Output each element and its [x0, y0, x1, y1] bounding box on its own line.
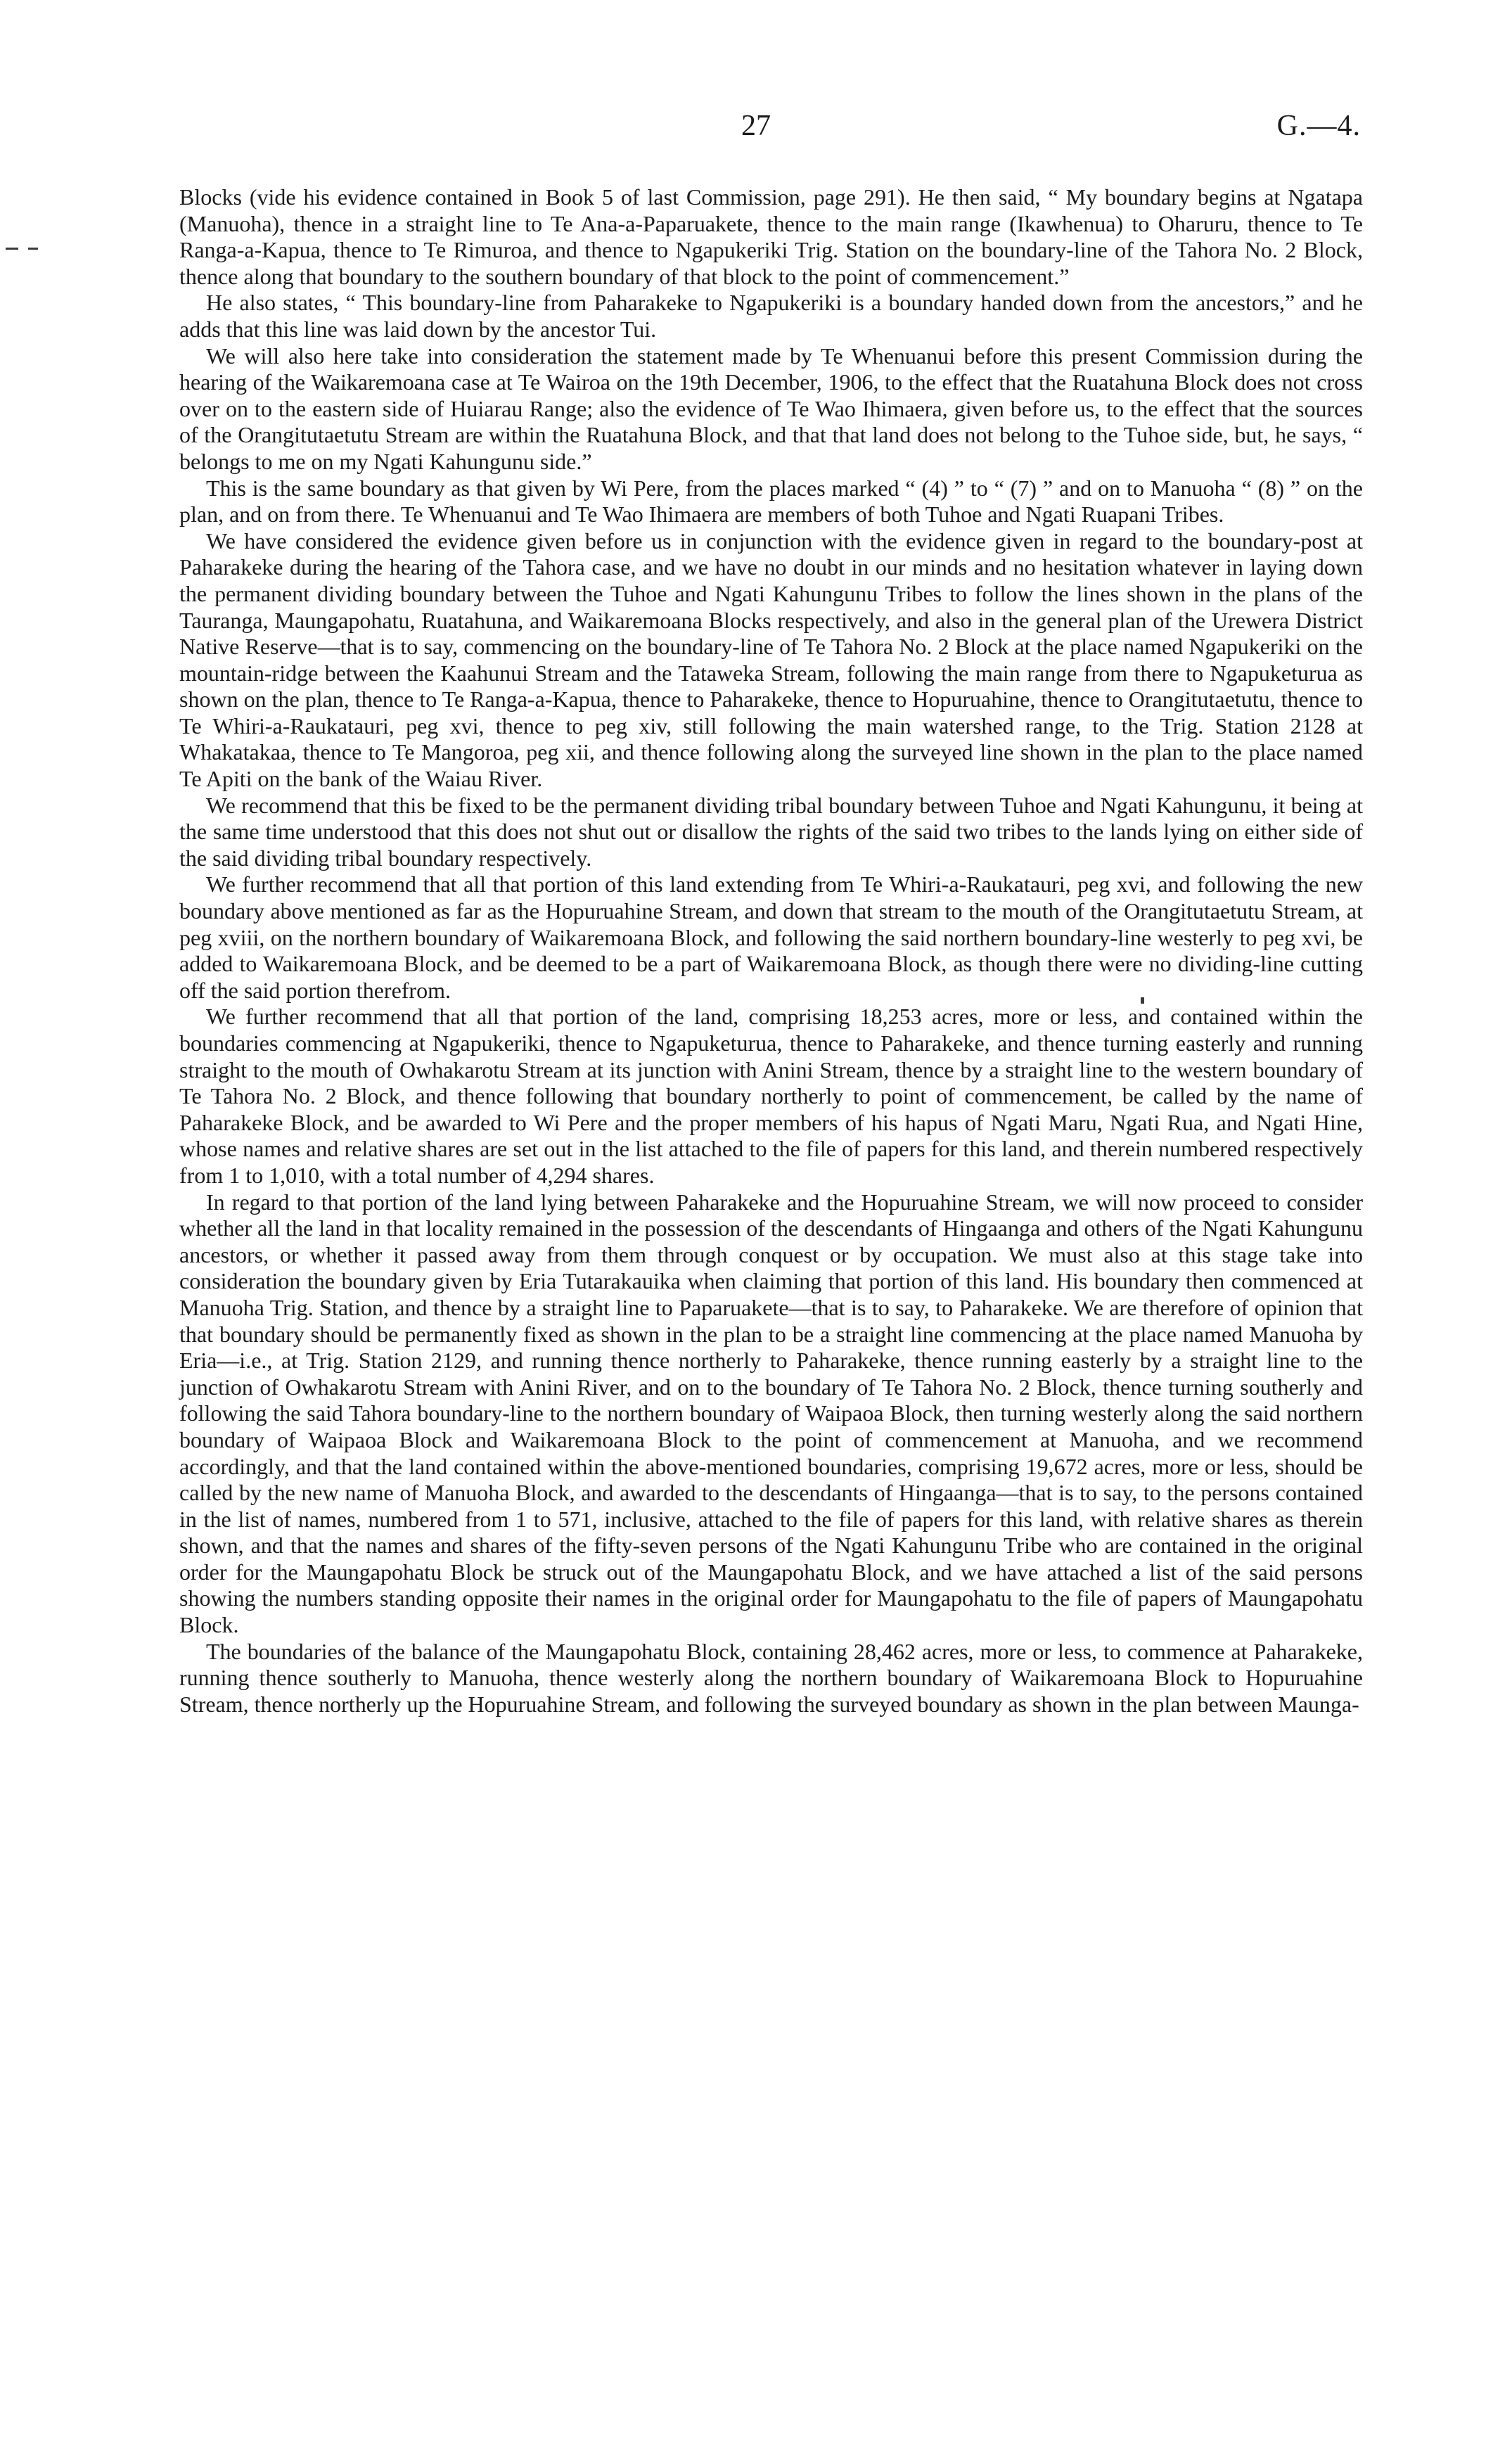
paragraph: The boundaries of the balance of the Maungapohatu Block, containing 28,462 acres, more or less, to commence at Paharakeke, running thence southerly to Manuoha, thence westerly along the northern boundary of Waikaremoana Block to Hopuruahine Stream, thence northerly up the Hopuruahine Stream, and following the surveyed boundary as shown in the plan between Maunga- [179, 1638, 1363, 1717]
margin-mark [6, 248, 18, 250]
paragraph: He also states, “ This boundary-line from Paharakeke to Ngapukeriki is a boundary handed down from the ancestors,” and he adds that this line was laid down by the ancestor Tui. [179, 290, 1363, 342]
paragraph: This is the same boundary as that given by Wi Pere, from the places marked “ (4) ” to “ (7) ” and on to Manuoha “ (8) ” on the plan, and on from there. Te Whenuanui and Te Wao Ihimaera are members of both Tuhoe and Ngati Ruapani Tribes. [179, 475, 1363, 528]
paragraph: We have considered the evidence given before us in conjunction with the evidence given in regard to the boundary-post at Paharakeke during the hearing of the Tahora case, and we have no doubt in our minds and no hesitation whatever in laying down the permanent dividing boundary between the Tuhoe and Ngati Kahungunu Tribes to follow the lines shown in the plans of the Tauranga, Maungapohatu, Ruatahuna, and Waikaremoana Blocks respectively, and also in the general plan of the Urewera District Native Reserve—that is to say, commencing on the boundary-line of Te Tahora No. 2 Block at the place named Ngapukeriki on the mountain-ridge between the Kaahunui Stream and the Tataweka Stream, following the main range from there to Ngapuketurua as shown on the plan, thence to Te Ranga-a-Kapua, thence to Paharakeke, thence to Hopuruahine, thence to Orangitutaetutu, thence to Te Whiri-a-Raukatauri, peg xvi, thence to peg xiv, still following the main watershed range, to the Trig. Station 2128 at Whakatakaa, thence to Te Mangoroa, peg xii, and thence following along the surveyed line shown in the plan to the place named Te Apiti on the bank of the Waiau River. [179, 528, 1363, 792]
page-number: 27 [741, 110, 771, 142]
body-text [179, 184, 1363, 1718]
paragraph: Blocks (vide his evidence contained in Book 5 of last Commission, page 291). He then said, “ My boundary begins at Ngatapa (Manuoha), thence in a straight line to Te Ana-a-Paparuakete, thence to the main range (Ikawhenua) to Oharuru, thence to Te Ranga-a-Kapua, thence to Te Rimuroa, and thence to Ngapukeriki Trig. Station on the boundary-line of the Tahora No. 2 Block, thence along that boundary to the southern boundary of that block to the point of commencement.” [179, 184, 1363, 289]
paragraph: We further recommend that all that portion of the land, comprising 18,253 acres, more or less, and contained within the boundaries commencing at Ngapukeriki, thence to Ngapuketurua, thence to Paharakeke, and thence turning easterly and running straight to the mouth of Owhakarotu Stream at its junction with Anini Stream, thence by a straight line to the western boundary of Te Tahora No. 2 Block, and thence following that boundary northerly to point of commencement, be called by the name of Paharakeke Block, and be awarded to Wi Pere and the proper members of his hapus of Ngati Maru, Ngati Rua, and Ngati Hine, whose names and relative shares are set out in the list attached to the file of papers for this land, and therein numbered respectively from 1 to 1,010, with a total number of 4,294 shares. [179, 1004, 1363, 1188]
paragraph: We will also here take into consideration the statement made by Te Whenuanui before this present Commission during the hearing of the Waikaremoana case at Te Wairoa on the 19th December, 1906, to the effect that the Ruatahuna Block does not cross over on to the eastern side of Huiarau Range; also the evidence of Te Wao Ihimaera, given before us, to the effect that the sources of the Orangitutaetutu Stream are within the Ruatahuna Block, and that that land does not belong to the Tuhoe side, but, he says, “ belongs to me on my Ngati Kahungunu side.” [179, 343, 1363, 474]
margin-mark [28, 248, 38, 250]
paragraph: In regard to that portion of the land lying between Paharakeke and the Hopuruahine Stream, we will now proceed to consider whether all the land in that locality remained in the possession of the descendants of Hingaanga and others of the Ngati Kahungunu ancestors, or whether it passed away from them through conquest or by occupation. We must also at this stage take into consideration the boundary given by Eria Tutarakauika when claiming that portion of this land. His boundary then commenced at Manuoha Trig. Station, and thence by a straight line to Paparuakete—that is to say, to Paharakeke. We are therefore of opinion that that boundary should be permanently fixed as shown in the plan to be a straight line commencing at the place named Manuoha by Eria—i.e., at Trig. Station 2129, and running thence northerly to Paharakeke, thence running easterly by a straight line to the junction of Owhakarotu Stream with Anini River, and on to the boundary of Te Tahora No. 2 Block, thence turning southerly and following the said Tahora boundary-line to the northern boundary of Waipaoa Block, then turning westerly along the said northern boundary of Waipaoa Block and Waikaremoana Block to the point of commencement at Manuoha, and we recommend accordingly, and that the land contained within the above-mentioned boundaries, comprising 19,672 acres, more or less, should be called by the new name of Manuoha Block, and awarded to the descendants of Hingaanga—that is to say, to the persons contained in the list of names, numbered from 1 to 571, inclusive, attached to the file of papers for this land, with relative shares as therein shown, and that the names and shares of the fifty-seven persons of the Ngati Kahungunu Tribe who are contained in the original order for the Maungapohatu Block be struck out of the Maungapohatu Block, and we have attached a list of the said persons showing the numbers standing opposite their names in the original order for Maungapohatu to the file of papers of Maungapohatu Block. [179, 1189, 1363, 1638]
paragraph: We recommend that this be fixed to be the permanent dividing tribal boundary between Tuhoe and Ngati Kahungunu, it being at the same time understood that this does not shut out or disallow the rights of the said two tribes to the lands lying on either side of the said dividing tribal boundary respectively. [179, 792, 1363, 871]
paragraph: We further recommend that all that portion of this land extending from Te Whiri-a-Raukatauri, peg xvi, and following the new boundary above mentioned as far as the Hopuruahine Stream, and down that stream to the mouth of the Orangitutaetutu Stream, at peg xviii, on the northern boundary of Waikaremoana Block, and following the said northern boundary-line westerly to peg xvi, be added to Waikaremoana Block, and be deemed to be a part of Waikaremoana Block, as though there were no dividing-line cutting off the said portion therefrom. [179, 871, 1363, 1003]
document-reference: G.—4. [1276, 110, 1361, 142]
